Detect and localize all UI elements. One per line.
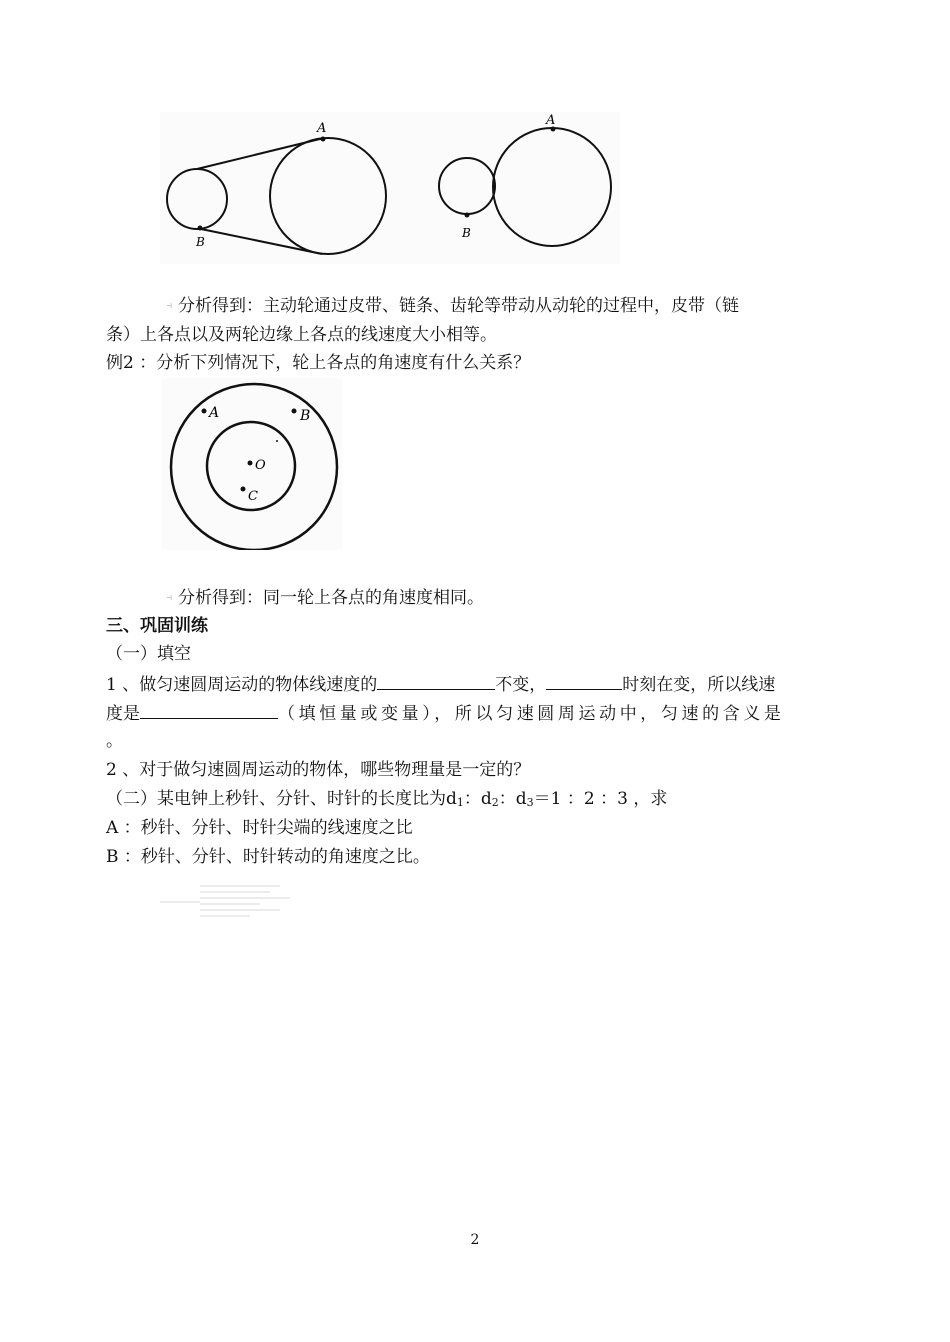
- question-1-line-2: 度是 （填恒量或变量），所以匀速圆周运动中，匀速的含义是: [106, 700, 785, 726]
- label-b-right: B: [462, 226, 471, 240]
- point-a-dot: [321, 137, 326, 142]
- label-a-right: A: [546, 113, 556, 128]
- paragraph-marker: ⊣: [166, 594, 173, 602]
- question-a: A ：秒针、分针、时针尖端的线速度之比: [106, 818, 413, 838]
- figure-concentric-wheel: [162, 378, 342, 550]
- label-c: C: [248, 489, 258, 504]
- part-2-question: （二）某电钟上秒针、分针、时针的长度比为d1：d2：d3＝1 ：2 ：3 ，求: [106, 789, 668, 809]
- blank-2[interactable]: [546, 671, 622, 690]
- question-b: B ：秒针、分针、时针转动的角速度之比。: [106, 847, 430, 867]
- faint-artifact: [160, 882, 340, 922]
- blank-3[interactable]: [140, 700, 278, 719]
- example-2: 例2 ：分析下列情况下，轮上各点的角速度有什么关系？: [106, 353, 531, 373]
- label-b-left: B: [196, 235, 205, 249]
- paragraph-marker: ⊣: [166, 302, 173, 310]
- question-1-line-3: 。: [106, 731, 123, 751]
- point-b-dot: [198, 226, 203, 231]
- label-a-left: A: [317, 121, 327, 136]
- part-1-heading: （一）填空: [106, 644, 191, 664]
- page-number: 2: [470, 1232, 480, 1248]
- analysis-2: ⊣ 分析得到：同一轮上各点的角速度相同。: [166, 588, 485, 608]
- label-a: A: [209, 405, 220, 421]
- label-b: B: [300, 408, 311, 424]
- blank-1[interactable]: [377, 671, 495, 690]
- question-2: 2 、对于做匀速圆周运动的物体，哪些物理量是一定的？: [106, 760, 531, 780]
- figure-wheels: [160, 112, 620, 264]
- section-3-title: 三、巩固训练: [106, 616, 208, 636]
- analysis-1-line-2: 条）上各点以及两轮边缘上各点的线速度大小相等。: [106, 325, 497, 345]
- analysis-1-line-1: ⊣ 分析得到：主动轮通过皮带、链条、齿轮等带动从动轮的过程中，皮带（链: [166, 296, 740, 316]
- question-1-line-1: 1 、做匀速圆周运动的物体线速度的 不变， 时刻在变，所以线速: [106, 671, 775, 697]
- point-b-dot: [465, 213, 470, 218]
- label-o: O: [255, 458, 266, 473]
